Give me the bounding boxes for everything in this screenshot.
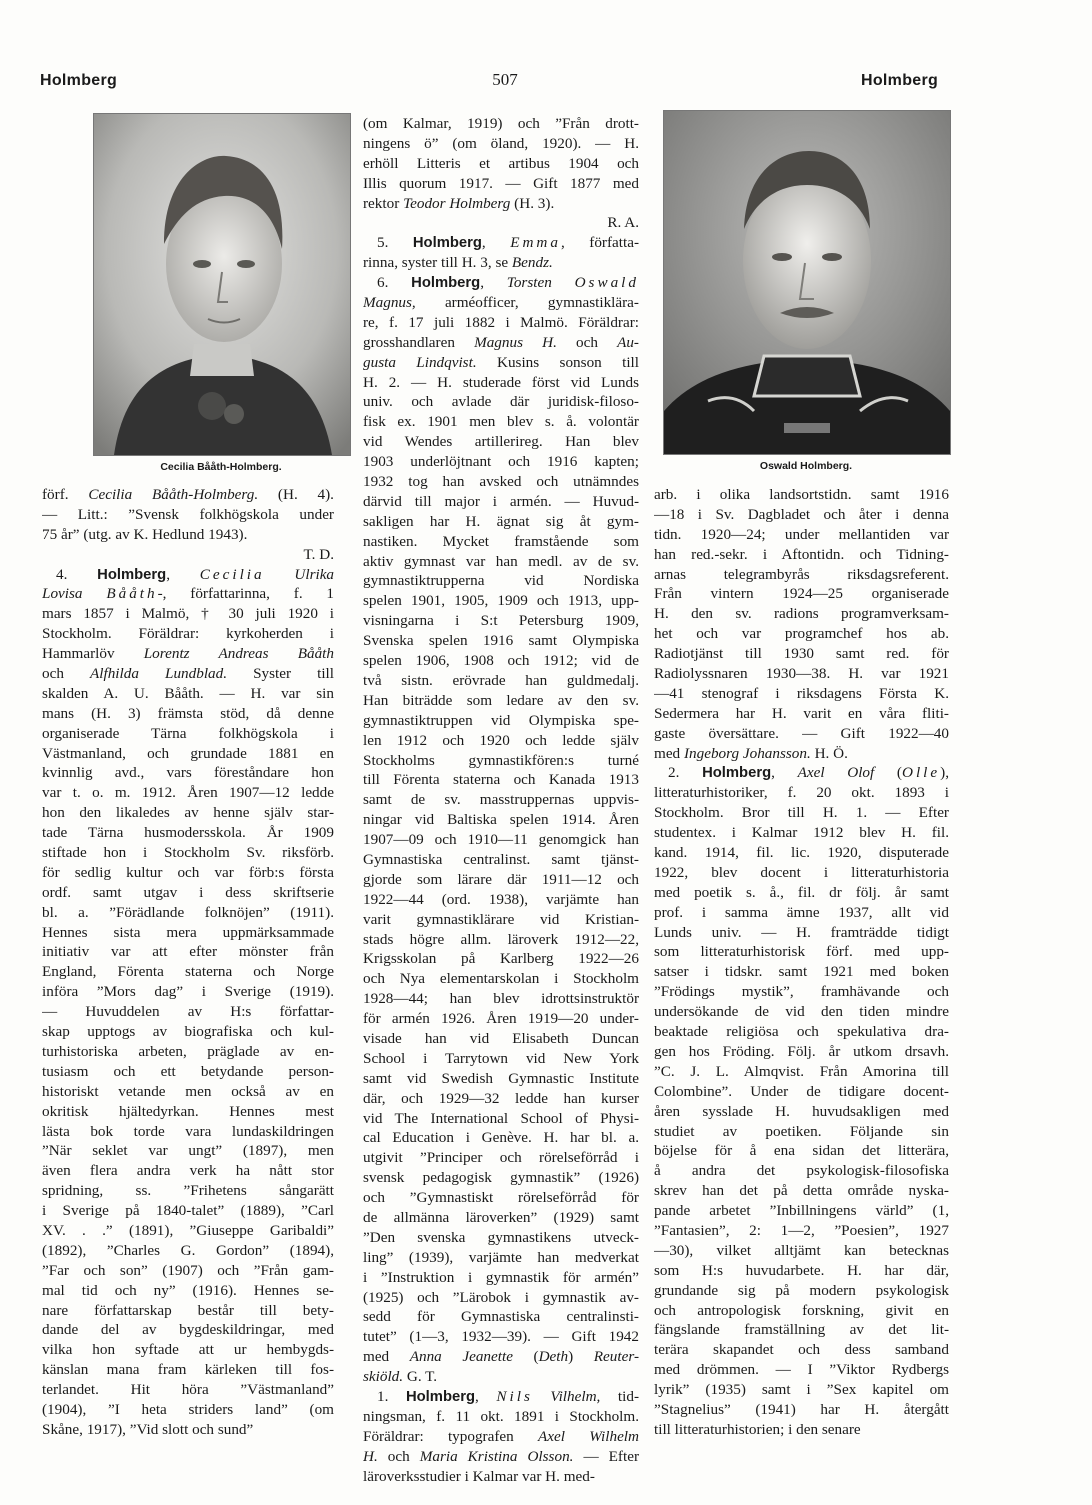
text-line: grosshandlaren Magnus H. och Au- — [363, 333, 639, 351]
text-line: ”Den svenska gymnastikens utveck- — [363, 1228, 639, 1246]
text-line: till Förenta staterna och Kanada 1913 — [363, 771, 639, 789]
text-line: gymnastiktruppen vid Olympiska spe- — [363, 711, 639, 729]
text-line: Skåne, 1917), ”Vid slott och sund” — [42, 1420, 254, 1438]
text-line: varit gymnastiklärare vid Kristian- — [363, 910, 639, 928]
text-line: —41 stenograf i riksdagens Första K. — [654, 684, 949, 702]
text-line: Gymnastiska centralinst. samt tjänst- — [363, 850, 639, 868]
text-line: Radiotjänst till 1930 samt red. för — [654, 645, 949, 663]
text-line: R. A. — [607, 214, 639, 232]
text-line: stiftade hon i Stockholm Sv. riksförb. — [42, 844, 334, 862]
text-line: (1904), ”I heta striders land” (om — [42, 1400, 334, 1418]
text-line: spridning, ss. ”Frihetens sångarätt — [42, 1182, 334, 1200]
text-line: 6. Holmberg, Torsten Oswald — [377, 274, 639, 292]
text-line: spelen 1901, 1905, 1909 och 1913, upp- — [363, 592, 639, 610]
text-line: (1892), ”Charles G. Gordon” (1894), — [42, 1241, 334, 1259]
text-line: sedd för Gymnastiska centralinsti- — [363, 1308, 639, 1326]
text-line: med poetik s. å., fil. dr följ. år samt — [654, 883, 949, 901]
text-line: (1925) och ”Lärobok i gymnastik av- — [363, 1288, 639, 1306]
text-line: ”När seklet var ungt” (1897), men — [42, 1142, 334, 1160]
text-line: len 1912 och 1920 och ledde själv — [363, 731, 639, 749]
text-line: känslan mana fram kärleken till fos- — [42, 1361, 334, 1379]
text-line: — Huvuddelen av H:s författar- — [42, 1003, 334, 1021]
text-line: terlandet. Hit höra ”Västmanland” — [42, 1381, 334, 1399]
text-line: lyrik” (1935) samt i ”Sex kapitel om — [654, 1381, 949, 1399]
text-line: undersökande de vid den tiden mindre — [654, 1003, 949, 1021]
text-line: cal Education i Genève. H. har bl. a. — [363, 1129, 639, 1147]
text-line: åren sysslade H. huvudsakligen med — [654, 1102, 949, 1120]
page-number: 507 — [492, 70, 518, 89]
text-line: ningsman, f. 11 okt. 1891 i Stockholm. — [363, 1407, 639, 1425]
text-line: —18 i Sv. Dagbladet och åter i denna — [654, 505, 949, 523]
text-line: 1907—09 och 1910—11 genomgick han — [363, 831, 639, 849]
text-line: tade Tärna husmodersskola. År 1909 — [42, 824, 334, 842]
text-line: med drömmen. — I ”Viktor Rydbergs — [654, 1361, 949, 1379]
text-line: kvinnlig avd., vars föreståndare hon — [42, 764, 334, 782]
text-line: mal tid och ny” (1916). Hennes se- — [42, 1281, 334, 1299]
text-line: Svenska spelen 1916 samt Olympiska — [363, 632, 639, 650]
text-line: även flera andra verk ha nått stor — [42, 1162, 334, 1180]
text-line: bl. a. ”Förädlande folknöjen” (1911). — [42, 903, 334, 921]
text-line: rinna, syster till H. 3, se Bendz. — [363, 254, 553, 272]
text-line: initiativ var att efter mönster från — [42, 943, 334, 961]
text-line: två sistn. erövrade han guldmedalj. — [363, 671, 639, 689]
text-line: skiöld. G. T. — [363, 1368, 438, 1386]
text-line: i ”Instruktion i gymnastik för armén” — [363, 1268, 639, 1286]
text-line: ningens ö” (om öland, 1920). — H. — [363, 134, 639, 152]
text-line: för sedlig kultur och var förb:s första — [42, 863, 334, 881]
text-line: och ”Gymnastiskt rörelseförråd för — [363, 1189, 639, 1207]
text-line: 1922, blev docent i litteraturhistoria — [654, 863, 949, 881]
text-line: med Ingeborg Johansson. H. Ö. — [654, 744, 848, 762]
text-line: läroverksstudier i Kalmar var H. med- — [363, 1467, 595, 1485]
text-line: dande del av bygdeskildringar, med — [42, 1321, 334, 1339]
text-line: samt de sv. masstruppernas uppvis- — [363, 791, 639, 809]
text-line: med Anna Jeanette (Deth) Reuter- — [363, 1348, 639, 1366]
text-line: XV. . .” (1891), ”Giuseppe Garibaldi” — [42, 1221, 334, 1239]
portrait-oswald-holmberg — [663, 110, 951, 455]
text-line: 5. Holmberg, Emma, författa- — [377, 234, 639, 252]
text-line: böjelse för å ena sidan det litterära, — [654, 1142, 949, 1160]
text-line: Colombine”. Under de tidigare docent- — [654, 1082, 949, 1100]
text-line: som H:s huvudarbete. H. har där, — [654, 1261, 949, 1279]
text-line: England, Förenta staterna och Norge — [42, 963, 334, 981]
text-line: de allmänna läroverken” (1929) samt — [363, 1208, 639, 1226]
text-line: gen hos Fröding. Följ. år utkom drsavh. — [654, 1042, 949, 1060]
text-line: univ. och avlade där juridisk-filoso- — [363, 393, 639, 411]
text-line: rektor Teodor Holmberg (H. 3). — [363, 194, 555, 212]
text-line: tusiasm och ett betydande person- — [42, 1062, 334, 1080]
text-line: 1922—44 (ord. 1938), varjämte han — [363, 890, 639, 908]
text-line: förf. Cecilia Bååth-Holmberg. (H. 4). — [42, 486, 334, 503]
text-line: lästa bok torde vara lundaskildringen — [42, 1122, 334, 1140]
text-line: skrev han det på detta område nyska- — [654, 1182, 949, 1200]
text-line: gjorde som lärare där 1911—12 och — [363, 870, 639, 888]
text-line: stads högre allm. läroverk 1912—22, — [363, 930, 639, 948]
text-line: organiserade Tärna folkhögskola i — [42, 724, 334, 742]
text-line: ”C. J. L. Almqvist. Från Amorina till — [654, 1062, 949, 1080]
text-line: utgivit ”Principer och rörelseförråd i — [363, 1149, 639, 1167]
running-head-right: Holmberg — [861, 72, 939, 89]
text-line: grundande sig på modern psykologisk — [654, 1281, 949, 1299]
text-line: tutet” (1—3, 1932—39). — Gift 1942 — [363, 1328, 639, 1346]
text-line: nare författarskap består till bety- — [42, 1301, 334, 1319]
text-line: 1932 tog han avsked och utnämndes — [363, 473, 639, 491]
text-line: ordf. samt utgav i dess skriftserie — [42, 883, 334, 901]
text-line: var t. o. m. 1912. Åren 1907—12 ledde — [42, 784, 334, 802]
text-line: å andra det psykologisk-filosofiska — [654, 1162, 949, 1180]
text-line: därvid till major i armén. — Huvud- — [363, 492, 639, 510]
text-line: 75 år” (utg. av K. Hedlund 1943). — [42, 525, 248, 543]
text-line: pande arbetet ”Inbillningens värld” (1, — [654, 1202, 949, 1220]
portrait-caption: Cecilia Bååth-Holmberg. — [160, 461, 282, 473]
text-line: Krigsskolan på Karlberg 1922—26 — [363, 950, 639, 968]
text-line: svensk pedagogisk gymnastik” (1926) — [363, 1169, 639, 1187]
text-line: skap upptogs av biografiska och kul- — [42, 1023, 334, 1041]
text-line: visade han vid Elisabeth Duncan — [363, 1029, 639, 1047]
text-line: ningar vid Baltiska spelen 1914. Åren — [363, 811, 639, 829]
text-line: vid Wendes artillerireg. Han blev — [363, 433, 639, 451]
text-line: gaste översättare. — Gift 1922—40 — [654, 724, 949, 742]
text-line: arnas telegrambyrås riksdagsreferent. — [654, 565, 949, 583]
text-line: till litteraturhistorien; i den senare — [654, 1420, 861, 1438]
text-line: han red.-sekr. i Aftontidn. och Tidning- — [654, 545, 949, 563]
text-line: —30), vilket alltjämt kan betecknas — [654, 1241, 949, 1259]
text-line: okritisk hjältedyrkan. Hennes mest — [42, 1102, 334, 1120]
text-line: turhistoriska arbeten, präglade av en- — [42, 1042, 334, 1060]
text-line: erhöll Litteris et artibus 1904 och — [363, 154, 639, 172]
text-line: införa ”Mors dag” i Sverige (1919). — [42, 983, 334, 1001]
text-line: fängslande framställning av det lit- — [654, 1321, 949, 1339]
text-line: 4. Holmberg, Cecilia Ulrika — [56, 565, 334, 583]
text-line: 1928—44; han blev idrottsinstruktör — [363, 990, 639, 1008]
text-line: beaktade religiösa och spekulativa dra- — [654, 1023, 949, 1041]
text-line: studiet av poetiken. Följande sin — [654, 1122, 949, 1140]
text-line: samt vid Swedish Gymnastic Institute — [363, 1069, 639, 1087]
text-line: satser i tidskr. samt 1921 med boken — [654, 963, 949, 981]
text-line: terära skapandet och dess samband — [654, 1341, 949, 1359]
text-line: och antropologisk forskning, givit en — [654, 1301, 949, 1319]
text-line: historiskt vetande men också av en — [42, 1082, 334, 1100]
text-column-3 — [654, 485, 949, 1440]
text-line: H. den sv. radions programverksam- — [654, 605, 949, 623]
text-line: H. och Maria Kristina Olsson. — Efter — [363, 1447, 639, 1465]
text-line: Hammarlöv Lorentz Andreas Bååth — [42, 645, 334, 663]
text-line: Radiolyssnaren 1930—38. H. var 1921 — [654, 665, 949, 683]
text-line: och Alfhilda Lundblad. Syster till — [42, 665, 334, 683]
portrait-caption: Oswald Holmberg. — [759, 460, 853, 472]
text-line: Sedermera har H. varit en våra fliti- — [654, 704, 949, 722]
text-line: vilka hon syftade att ur hembygds- — [42, 1341, 334, 1359]
text-line: där, och 1929—32 ledde han kurser — [363, 1089, 639, 1107]
text-line: ”Frödings mystik”, framhävande och — [654, 983, 949, 1001]
text-line: som litteraturhistorisk förf. med upp- — [654, 943, 949, 961]
text-line: och Nya elementarskolan i Stockholm — [363, 970, 639, 988]
portrait-cecilia-baath-holmberg — [93, 113, 351, 456]
text-line: T. D. — [303, 545, 334, 563]
text-line: ”Stagnelius” (1941) har H. återgått — [654, 1400, 949, 1418]
running-head-left: Holmberg — [40, 72, 118, 89]
text-line: School i Tarrytown vid New York — [363, 1049, 639, 1067]
text-line: 1. Holmberg, Nils Vilhelm, tid- — [377, 1388, 639, 1405]
text-line: vid The International School of Physi- — [363, 1109, 639, 1127]
text-line: H. 2. — H. studerade först vid Lunds — [363, 373, 639, 391]
text-line: för armén 1926. Åren 1919—20 under- — [363, 1010, 639, 1028]
text-line: tidn. 1920—24; under mellantiden var — [654, 525, 949, 543]
text-line: fisk ex. 1901 men blev s. å. volontär — [363, 413, 639, 431]
text-line: spelen 1906, 1908 och 1912; vid de — [363, 652, 639, 670]
text-line: Magnus, arméofficer, gymnastiklära- — [363, 294, 639, 312]
text-line: litteraturhistoriker, f. 20 okt. 1893 i — [654, 784, 949, 802]
text-line: mars 1857 i Malmö, † 30 juli 1920 i — [42, 605, 334, 623]
text-line: Illis quorum 1917. — Gift 1877 med — [363, 174, 639, 192]
text-line: Han biträdde som ledare av den sv. — [363, 691, 639, 709]
text-line: Västmanland, och grundade 1881 en — [42, 744, 334, 762]
text-line: hon den likaledes av henne själv star- — [42, 804, 334, 822]
text-line: prof. i samma ämne 1937, allt vid — [654, 903, 949, 921]
text-line: Stockholms gymnastikfören:s turné — [363, 751, 639, 769]
text-line: Hennes sista mera uppmärksammade — [42, 923, 334, 941]
text-line: re, f. 17 juli 1882 i Malmö. Föräldrar: — [363, 313, 639, 331]
text-column-2 — [363, 114, 639, 1486]
text-line: nastiken. Mycket framstående som — [363, 532, 639, 550]
text-line: het och var programchef hos ab. — [654, 625, 949, 643]
text-line: Stockholm. Bror till H. 1. — Efter — [654, 804, 949, 822]
text-line: — Litt.: ”Svensk folkhögskola under — [42, 505, 334, 523]
text-line: 1903 underlöjtnant och 1916 kapten; — [363, 453, 639, 471]
text-line: Stockholm. Föräldrar: kyrkoherden i — [42, 625, 334, 643]
text-column-1 — [42, 485, 334, 1440]
text-line: (om Kalmar, 1919) och ”Från drott- — [363, 115, 639, 132]
text-line: i Sverige på 1840-talet” (1889), ”Carl — [42, 1202, 334, 1220]
text-line: Lunds univ. — H. framträdde tidigt — [654, 923, 949, 941]
text-line: Lovisa Bååth-, författarinna, f. 1 — [42, 585, 334, 603]
text-line: Från vintern 1924—25 organiserade — [654, 585, 949, 603]
text-line: mans (H. 3) främsta stöd, då denne — [42, 704, 334, 722]
text-line: Föräldrar: typografen Axel Wilhelm — [363, 1427, 639, 1445]
text-line: studentex. i Kalmar 1912 blev H. fil. — [654, 824, 949, 842]
text-line: sakligen har H. ägnat sig åt gym- — [363, 512, 639, 530]
text-line: skalden A. U. Bååth. — H. var sin — [42, 684, 334, 702]
text-line: visningarna i S:t Petersburg 1909, — [363, 612, 639, 630]
text-line: gymnastiktrupperna vid Nordiska — [363, 572, 639, 590]
text-line: ”Fantasien”, 2: 1—2, ”Poesien”, 1927 — [654, 1221, 949, 1239]
text-line: ”Far och son” (1907) och ”Från gam- — [42, 1261, 334, 1279]
text-line: 2. Holmberg, Axel Olof (Olle), — [668, 764, 949, 782]
text-line: arb. i olika landsortstidn. samt 1916 — [654, 486, 949, 503]
text-line: ling” (1939), varjämte han medverkat — [363, 1248, 639, 1266]
text-line: gusta Lindqvist. Kusins sonson till — [363, 353, 639, 371]
text-line: kand. 1914, fil. lic. 1920, disputerade — [654, 844, 949, 862]
text-line: aktiv gymnast var han medl. av de sv. — [363, 552, 639, 570]
